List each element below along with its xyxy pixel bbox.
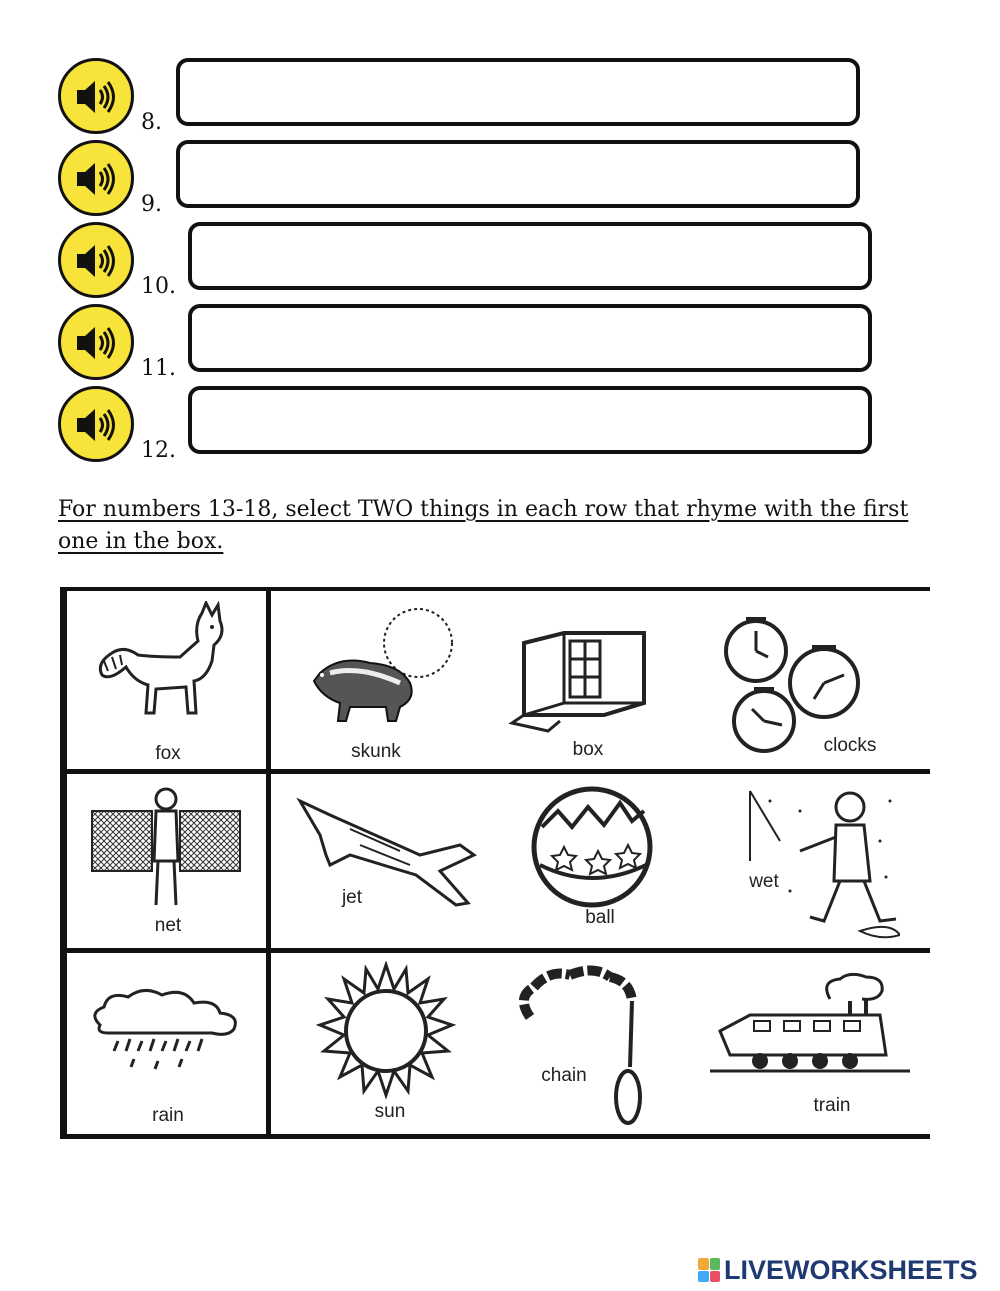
grid-divider [60, 948, 930, 953]
answer-box-8[interactable] [176, 58, 860, 126]
wet-icon [740, 781, 900, 941]
picture-label: jet [341, 887, 363, 908]
question-number: 12. [141, 438, 176, 463]
picture-label: box [572, 739, 604, 760]
audio-row [0, 222, 1000, 304]
answer-box-12[interactable] [188, 386, 872, 454]
speaker-icon[interactable] [58, 222, 134, 298]
rain-icon [88, 985, 248, 1095]
answer-box-10[interactable] [188, 222, 872, 290]
picture-chain[interactable] [490, 955, 680, 1133]
picture-clocks[interactable] [700, 593, 925, 769]
picture-label: wet [749, 871, 779, 892]
picture-rain [70, 955, 266, 1133]
picture-jet[interactable] [290, 775, 480, 947]
fox-icon [94, 601, 244, 731]
sun-icon [316, 961, 456, 1101]
answer-box-9[interactable] [176, 140, 860, 208]
answer-input[interactable] [192, 390, 868, 450]
speaker-icon[interactable] [58, 304, 134, 380]
instructions-text [58, 494, 918, 558]
instructions-label: For numbers 13-18, select TWO things in each row that rhyme with the first one in the box. [58, 497, 909, 554]
picture-wet[interactable] [700, 775, 925, 947]
chain-icon [510, 957, 670, 1127]
picture-label: train [813, 1095, 851, 1116]
audio-row [0, 58, 1000, 140]
answer-input[interactable] [180, 62, 856, 122]
picture-label: ball [585, 907, 615, 928]
picture-label: fox [155, 743, 181, 764]
grid-divider [60, 769, 930, 774]
brand-name: LIVEWORKSHEETS [724, 1254, 978, 1285]
picture-fox [70, 593, 266, 769]
audio-row [0, 304, 1000, 386]
net-icon [86, 781, 246, 911]
question-number: 11. [141, 356, 176, 381]
answer-input[interactable] [192, 308, 868, 368]
train-icon [710, 971, 910, 1091]
grid-divider [60, 587, 930, 591]
answer-box-11[interactable] [188, 304, 872, 372]
picture-label: sun [374, 1101, 406, 1122]
grid-divider [60, 1134, 930, 1139]
audio-row [0, 386, 1000, 468]
picture-net [70, 775, 266, 947]
picture-box[interactable] [490, 593, 680, 769]
speaker-icon[interactable] [58, 140, 134, 216]
question-number: 8. [141, 110, 162, 135]
box-icon [504, 623, 654, 733]
picture-label: clocks [823, 735, 877, 756]
picture-label: chain [541, 1065, 587, 1086]
answer-input[interactable] [180, 144, 856, 204]
grid-divider [60, 587, 67, 1139]
answer-input[interactable] [192, 226, 868, 286]
question-number: 9. [141, 192, 162, 217]
picture-sun[interactable] [290, 955, 480, 1133]
ball-icon [528, 781, 668, 921]
picture-label: rain [152, 1105, 184, 1126]
speaker-icon[interactable] [58, 386, 134, 462]
audio-row [0, 140, 1000, 222]
picture-skunk[interactable] [290, 593, 480, 769]
picture-ball[interactable] [490, 775, 680, 947]
rhyme-grid [60, 587, 930, 1139]
picture-label: net [154, 915, 182, 936]
speaker-icon[interactable] [58, 58, 134, 134]
picture-label: skunk [351, 741, 401, 762]
grid-divider [266, 587, 271, 1139]
logo-blocks-icon [698, 1258, 720, 1282]
liveworksheets-logo [698, 1252, 978, 1288]
question-number: 10. [141, 274, 176, 299]
skunk-icon [300, 603, 460, 733]
picture-train[interactable] [700, 955, 925, 1133]
